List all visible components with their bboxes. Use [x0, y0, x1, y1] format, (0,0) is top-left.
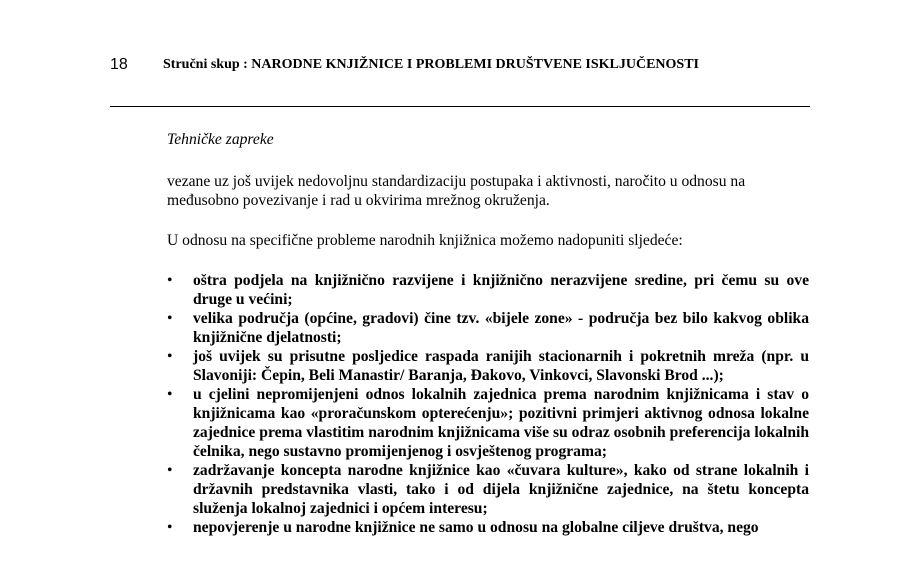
list-item — [167, 461, 809, 518]
page-content — [167, 130, 809, 537]
paragraph: vezane uz još uvijek nedovoljnu standardizaciju postupaka i aktivnosti, naročito u odnosu na međusobno povezivanje i rad u okvirima mrežnog okruženja. — [167, 173, 746, 209]
list-item-text: u cjelini nepromijenjeni odnos lokalnih zajednica prema narodnim knjižnicama i stav o knjižnicama kao «proračunskom opterećenju»; pozitivni primjeri aktivnog odnosa lokalne zajednice prema vlastitim narodnim knjižnicama više su odraz osobnih preferencija lokalnih čelnika, nego sustavno promijenjenog i osvještenog programa; — [193, 386, 809, 460]
list-item-text: nepovjerenje u narodne knjižnice ne samo u odnosu na globalne ciljeve društva, nego — [193, 519, 759, 536]
list-item-text: zadržavanje koncepta narodne knjižnice kao «čuvara kulture», kako od strane lokalnih i državnih predstavnika vlasti, tako i od dijela knjižnične zajednice, na štetu koncepta služenja lokalnoj zajednici i općem interesu; — [193, 462, 809, 517]
bullet-icon: • — [167, 310, 173, 327]
section-title: Tehničke zapreke — [167, 131, 274, 148]
list-item — [167, 518, 809, 537]
list-item-text: još uvijek su prisutne posljedice raspada ranijih stacionarnih i pokretnih mreža (npr. u Slavoniji: Čepin, Beli Manastir/ Baranja, Đakovo, Vinkovci, Slavonski Brod ...); — [193, 348, 809, 384]
running-head: Stručni skup : NARODNE KNJIŽNICE I PROBLEMI DRUŠTVENE ISKLJUČENOSTI — [163, 57, 699, 72]
list-item — [167, 385, 809, 461]
list-item-text: velika područja (općine, gradovi) čine tzv. «bijele zone» - područja bez bilo kakvog oblika knjižnične djelatnosti; — [193, 310, 809, 346]
page-number: 18 — [110, 56, 128, 73]
bullet-icon: • — [167, 519, 173, 536]
header-rule — [110, 106, 810, 107]
bullet-icon: • — [167, 348, 173, 365]
list-item — [167, 271, 809, 309]
bullet-list — [167, 271, 809, 537]
list-item — [167, 309, 809, 347]
paragraph: U odnosu na specifične probleme narodnih knjižnica možemo nadopuniti sljedeće: — [167, 232, 683, 249]
bullet-icon: • — [167, 462, 173, 479]
bullet-icon: • — [167, 386, 173, 403]
list-item-text: oštra podjela na knjižnično razvijene i knjižnično nerazvijene sredine, pri čemu su ove druge u većini; — [193, 272, 809, 308]
bullet-icon: • — [167, 272, 173, 289]
list-item — [167, 347, 809, 385]
